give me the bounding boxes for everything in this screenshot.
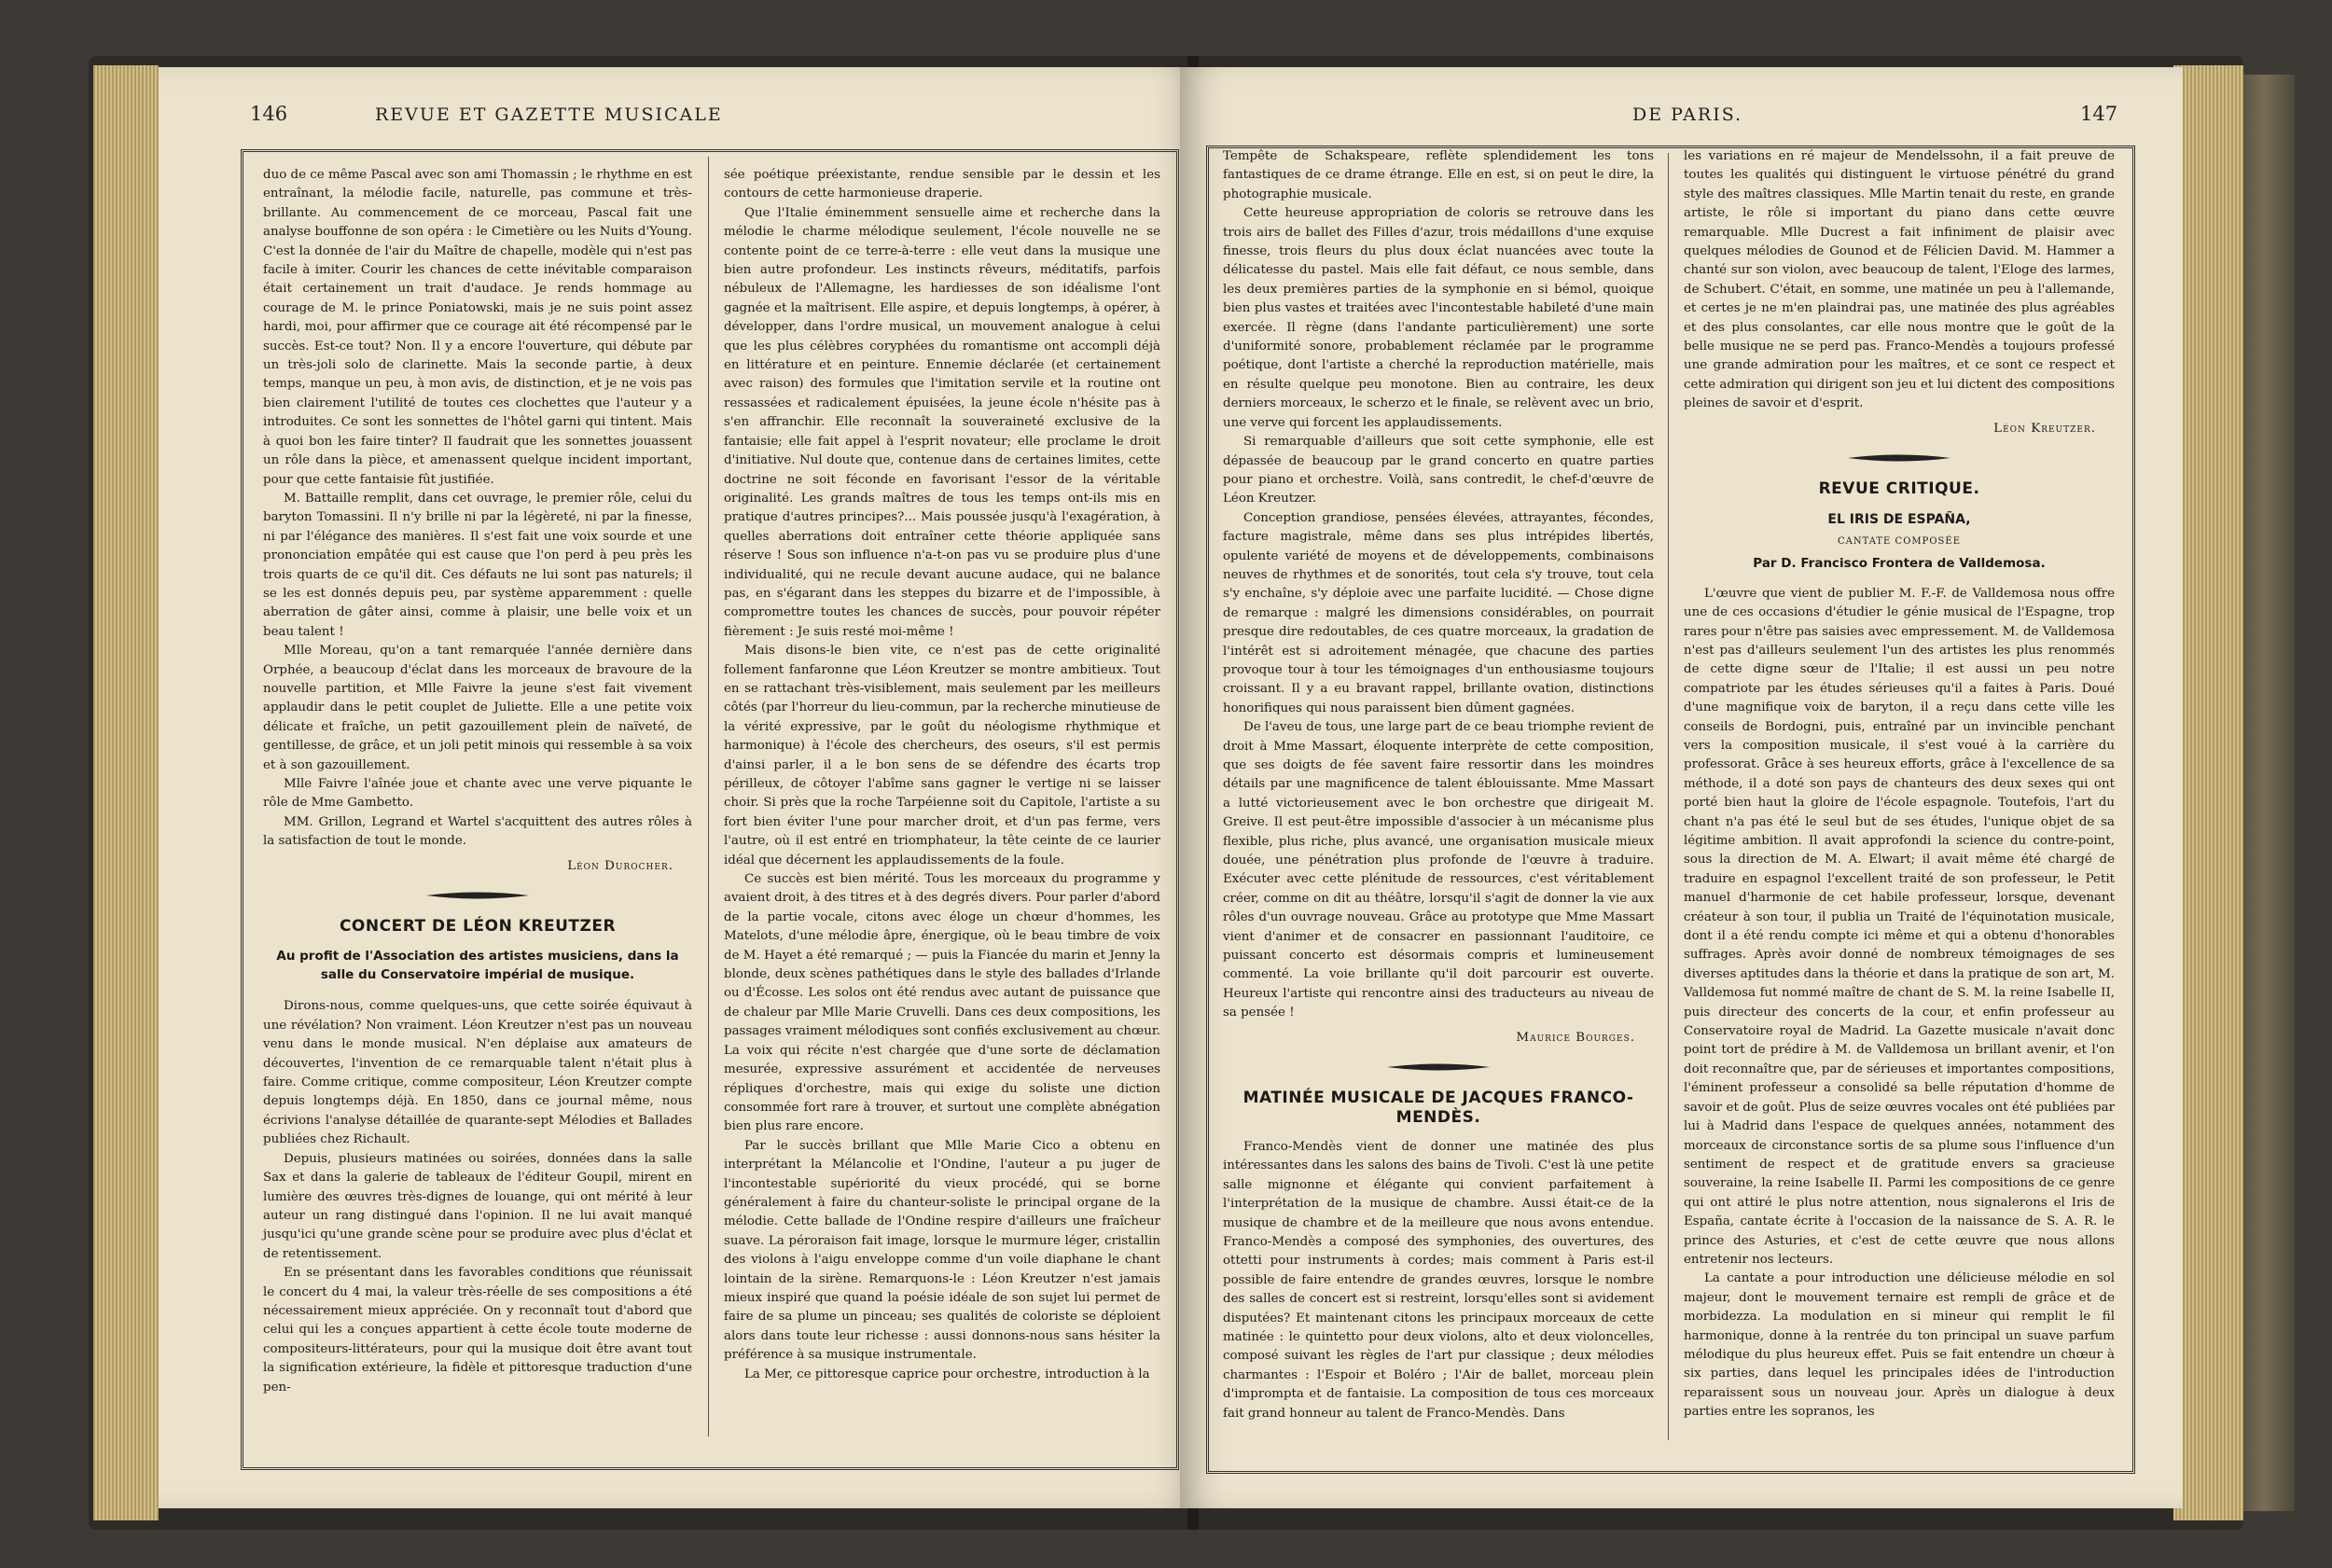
section-title: REVUE CRITIQUE. [1818, 479, 1980, 499]
right-column-2 [1684, 147, 2115, 1422]
paragraph: Depuis, plusieurs matinées ou soirées, données dans la salle Sax et dans la galerie de tableaux de l'éditeur Goupil, mirent en lumière des œuvres très-dignes de louange, qui ont mérité à leur auteur un rang distingué dans l'opinion. Il ne lui avait manqué jusqu'ici qu'une grande scène pour se produire avec plus d'éclat et de retentissement. [263, 1151, 692, 1261]
left-column-1 [263, 166, 692, 1397]
paragraph: Franco-Mendès vient de donner une matinée des plus intéressantes dans les salons des bains de Tivoli. C'est là une petite salle mignonne et élégante qui convient parfaitement à l'interprétation de la musique de chambre. Aussi était-ce de la musique de chambre et de la meilleure que nous avons entendue. Franco-Mendès a composé des symphonies, des ouvertures, des ottetti pour instruments à cordes; mais comment à Paris est-il possible de faire entendre de grandes œuvres, lorsque le nombre des salles de concert est si restreint, lorsqu'elles sont si avidement disputées? Et maintenant citons les principaux morceaux de cette matinée : le quintetto pour deux violons, alto et deux violoncelles, composé suivant les règles de l'art pur classique ; deux mélodies charmantes : l'Espoir et Boléro ; l'Air de ballet, morceau plein d'imprompta et de fantaisie. La composition de tous ces morceaux fait grand honneur au talent de Franco-Mendès. Dans [1223, 1139, 1654, 1421]
running-header: REVUE ET GAZETTE MUSICALE [375, 104, 723, 125]
paragraph: Que l'Italie éminemment sensuelle aime et recherche dans la mélodie le charme mélodique seulement, l'école nouvelle ne se contente point de ce terre-à-terre : elle veut dans la musique une bien autre profondeur. Les instincts rêveurs, méditatifs, parfois nébuleux de l'Allemagne, les hardiesses de son idéalisme l'ont gagnée et la maîtrisent. Elle aspire, et depuis longtemps, à opérer, à développer, dans l'ordre musical, un mouvement analogue à celui que les plus célèbres coryphées du romantisme ont accompli déjà en littérature et en peinture. Ennemie déclarée (et certainement avec raison) des formules que l'imitation servile et la routine ont ressassées et radicalement épuisées, la jeune école n'hésite pas à s'en affranchir. Elle reconnaît la souveraineté exclusive de la fantaisie; elle fait appel à l'esprit novateur; elle proclame le droit d'initiative. Nul doute que, contenue dans de certaines limites, cette doctrine ne soit féconde en favorisant l'essor de la véritable originalité. Les grands maîtres de tous les temps ont-ils mis en pratique d'autres principes?... Mais poussée jusqu'à l'exagération, à quelles aberrations doit entraîner cette théorie appliquée sans réserve ! Sous son influence n'a-t-on pas vu se produire plus d'une individualité, qui ne recule devant aucune audace, qui ne balance pas, en s'égarant dans les steppes du bizarre et de l'impossible, à compromettre toutes les chances de succès, pour pouvoir répéter fièrement : Je suis resté moi-même ! [724, 205, 1160, 639]
ornament-rule [1848, 453, 1950, 463]
article-title: EL IRIS DE ESPAÑA, [1827, 511, 1971, 527]
paragraph: les variations en ré majeur de Mendelssohn, il a fait preuve de toutes les qualités qui distinguent le virtuose pénétré du grand style des maîtres classiques. Mlle Martin tenait du reste, en grande artiste, le rôle si important du piano dans cette œuvre remarquable. Mlle Ducrest a fait infiniment de plaisir avec quelques mélodies de Gounod et de Félicien David. M. Hammer a chanté sur son violon, avec beaucoup de talent, l'Eloge des larmes, de Schubert. C'était, en somme, une matinée un peu à l'allemande, et certes je ne m'en plaindrai pas, une matinée des plus agréables et des plus consolantes, car elle nous montre que le goût de la belle musique ne se perd pas. Franco-Mendès a toujours professé une grande admiration pour les maîtres, et ce sont ce respect et cette admiration qui dirigent son jeu et lui dictent des compositions pleines de savoir et d'esprit. [1684, 149, 2115, 411]
paragraph: La cantate a pour introduction une délicieuse mélodie en sol majeur, dont le mouvement ternaire est rempli de grâce et de morbidezza. La modulation en si mineur qui remplit le fil harmonique, donne à la rentrée du ton principal un suave parfum mélodique du plus heureux effet. Puis se fait entendre un chœur à six parties, dans lequel les principales idées de l'introduction reparaissent sous un nouveau jour. Après un dialogue à deux parties entre les sopranos, les [1684, 1271, 2115, 1420]
paragraph: Si remarquable d'ailleurs que soit cette symphonie, elle est dépassée de beaucoup par le grand concerto en quatre parties pour piano et orchestre. Voilà, sans contredit, le chef-d'œuvre de Léon Kreutzer. [1223, 435, 1654, 506]
article-caption: CANTATE COMPOSÉE [1837, 535, 1962, 547]
column-rule [708, 157, 709, 1436]
right-page [1180, 67, 2183, 1508]
paragraph: La Mer, ce pittoresque caprice pour orchestre, introduction à la [744, 1367, 1150, 1381]
right-column-1 [1223, 147, 1654, 1423]
paragraph: De l'aveu de tous, une large part de ce beau triomphe revient de droit à Mme Massart, éloquente interprète de cette composition, que ses doigts de fée savent faire ressortir dans les moindres détails par une magnificence de talent éblouissante. Mme Massart a lutté victorieusement avec le bon orchestre que dirigeait M. Greive. Il est peut-être impossible d'associer à un mécanisme plus flexible, plus riche, plus avancé, une organisation musicale mieux douée, une pénétration plus profonde de l'œuvre à traduire. Exécuter avec cette plénitude de ressources, c'est véritablement créer, comme on dit au théâtre, lorsqu'il s'agit de donner la vie aux rôles d'un ouvrage nouveau. Grâce au prototype que Mme Massart vient d'animer et de consacrer en passionnant l'auditoire, ce puissant concerto est désormais compris et lumineusement commenté. La voie brillante qu'il doit parcourir est ouverte. Heureux l'artiste qui rencontre ainsi des traducteurs au niveau de sa pensée ! [1223, 720, 1654, 1020]
ornament-rule [1387, 1062, 1490, 1072]
paragraph: Cette heureuse appropriation de coloris se retrouve dans les trois airs de ballet des Filles d'azur, trois médaillons d'une exquise finesse, trois fleurs du plus doux éclat nuancées avec toute la délicatesse du pastel. Mais elle fait défaut, ce nous semble, dans les deux premières parties de la symphonie en si bémol, quoique bien plus vastes et traitées avec l'incontestable habileté d'une main exercée. Il règne (dans l'andante particulièrement) une sorte d'uniformité sonore, probablement réclamée par le programme poétique, dont l'artiste a cherché la reproduction matérielle, mais en résulte quelque peu monotone. Bien au contraire, les deux derniers morceaux, le scherzo et le finale, se relèvent avec un brio, une verve qui forcent les applaudissements. [1223, 206, 1654, 430]
article-author: Par D. Francisco Frontera de Valldemosa. [1753, 556, 2046, 572]
page-edges-right [2173, 65, 2243, 1520]
article-title: CONCERT DE LÉON KREUTZER [339, 917, 617, 937]
paragraph: Tempête de Schakspeare, reflète splendidement les tons fantastiques de ce drame étrange. Elle en est, si on peut le dire, la photographie musicale. [1223, 149, 1654, 201]
column-rule [1668, 153, 1669, 1440]
article-subtitle: Au profit de l'Association des artistes musiciens, dans la salle du Conservatoire impérial de musique. [276, 949, 679, 983]
signature: Maurice Bourges. [1516, 1030, 1635, 1045]
paragraph: MM. Grillon, Legrand et Wartel s'acquittent des autres rôles à la satisfaction de tout le monde. [263, 814, 692, 849]
signature: Léon Kreutzer. [1993, 421, 2096, 436]
paragraph: L'œuvre que vient de publier M. F.-F. de Valldemosa nous offre une de ces occasions d'étudier le génie musical de l'Espagne, trop rares pour n'être pas saisies avec empressement. M. de Valldemosa n'est pas d'ailleurs seulement l'un des artistes les plus renommés de cette digne sœur de l'Italie; il est aussi un peu notre compatriote par les études sérieuses qu'il a faites à Paris. Doué d'une magnifique voix de baryton, il a reçu dans cette ville les conseils de Bordogni, puis, entraîné par un invincible penchant vers la composition musicale, il s'est voué à la carrière du professorat. Grâce à ses heureux efforts, grâce à l'excellence de sa méthode, il a doté son pays de chanteurs des deux sexes qui ont porté bien haut la gloire de l'école espagnole. Toutefois, l'art du chant n'a pas été le seul but de ses études, l'unique objet de sa légitime ambition. Il avait approfondi la science du contre-point, sous la direction de M. A. Elwart; il avait même été chargé de traduire en espagnol l'excellent traité de son professeur, le Petit manuel d'harmonie de cet habile professeur, lorsque, devenant créateur à son tour, il publia un Traité de l'équinotation musicale, dont il a été rendu compte ici même et qui a obtenu d'honorables suffrages. Après avoir donné de nombreux témoignages de ses diverses aptitudes dans la théorie et dans la pratique de son art, M. Valldemosa fut nommé maître de chant de S. M. la reine Isabelle II, puis directeur des concerts de la cour, et enfin professeur au Conservatoire royal de Madrid. La Gazette musicale n'avait donc point tort de prédire à M. de Valldemosa un brillant avenir, et l'on doit reconnaître que, par de sérieuses et importantes compositions, l'éminent professeur a consolidé sa belle réputation d'homme de savoir et de goût. Plus de seize œuvres vocales ont été publiées par lui à Madrid dans l'espace de quelques années, notamment des morceaux de circonstance sortis de sa plume sous l'influence d'un sentiment de respect et de gratitude envers sa gracieuse souveraine, la reine Isabelle II. Parmi les compositions de ce genre qui ont attiré le plus notre attention, nous signalerons el Iris de España, cantate écrite à l'occasion de la naissance de S. A. R. le prince des Asturies, et c'est de cette œuvre que nous allons entretenir nos lecteurs. [1684, 586, 2115, 1267]
paragraph: Mlle Moreau, qu'on a tant remarquée l'année dernière dans Orphée, a beaucoup d'éclat dans les morceaux de bravoure de la nouvelle partition, et Mlle Faivre la jeune s'est fait vivement applaudir dans le petit couplet de Juliette. Elle a une petite voix délicate et fraîche, un petit gazouillement plein de naïveté, de gentillesse, de grâce, et un joli petit minois qui ressemble à sa voix et à son gazouillement. [263, 644, 692, 772]
page-number: 146 [250, 103, 288, 125]
paragraph: Conception grandiose, pensées élevées, attrayantes, fécondes, facture magistrale, même dans ses plus intrépides libertés, opulente variété de moyens et de développements, combinaisons neuves de rhythmes et de sonorités, tout cela s'y trouve, tout cela s'y enchaîne, s'y déploie avec une parfaite lucidité. — Chose digne de remarque : malgré les dimensions considérables, on pourrait presque dire redoutables, de ces quatre morceaux, la gradation de l'intérêt est si adroitement ménagée, que chacune des parties provoque tour à tour les témoignages d'un enthousiasme toujours croissant. Il y a eu bravant rappel, brillante ovation, distinctions honorifiques qui nous paraissent bien dûment gagnées. [1223, 510, 1654, 715]
paragraph: Dirons-nous, comme quelques-uns, que cette soirée équivaut à une révélation? Non vraiment. Léon Kreutzer n'est pas un nouveau venu dans le monde musical. N'en déplaise aux amateurs de découvertes, l'invention de ce remarquable talent n'était plus à faire. Comme critique, comme compositeur, Léon Kreutzer compte depuis longtemps déjà. En 1850, dans ce journal même, nous écrivions l'analyse détaillée de quarante-sept Mélodies et Ballades publiées chez Richault. [263, 999, 692, 1147]
signature: Léon Durocher. [567, 858, 673, 873]
paragraph: M. Battaille remplit, dans cet ouvrage, le premier rôle, celui du baryton Tomassini. Il n'y brille ni par la légèreté, ni par la finesse, ni par l'élégance des manières. Il s'est fait une voix sourde et une prononciation empâtée qui est cause que l'on perd à peu près les trois quarts de ce qu'il dit. Ces défauts ne lui sont pas naturels; il se les est donnés depuis peu, par système apparemment : quelle aberration de gâter ainsi, comme à plaisir, une belle voix et un beau talent ! [263, 491, 692, 639]
left-page [159, 67, 1199, 1508]
paragraph: duo de ce même Pascal avec son ami Thomassin ; le rhythme en est entraînant, la mélodie facile, naturelle, pas commune et très-brillante. Au commencement de ce morceau, Pascal fait une analyse bouffonne de son opéra : le Cimetière ou les Nuits d'Young. C'est la donnée de l'air du Maître de chapelle, modèle qui n'est pas facile à imiter. Courir les chances de cette inévitable comparaison était certainement un trait d'audace. Je rends hommage au courage de M. le prince Poniatowski, mais je ne suis point assez hardi, moi, pour affirmer que ce courage ait été récompensé par le succès. Est-ce tout? Non. Il y a encore l'ouverture, qui débute par un très-joli solo de clarinette. Mais la seconde partie, à deux temps, manque un peu, à mon avis, de distinction, et je ne vois pas bien clairement l'utilité de toutes ces clochettes que l'auteur y a introduites. Ce sont les sonnettes de l'hôtel garni qui tintent. Mais à quoi bon les faire tinter? Il faudrait que les sonnettes jouassent un rôle dans la pièce, et amenassent quelque incident important, pour que cette fantaisie fût justifiée. [263, 168, 692, 487]
paragraph: sée poétique préexistante, rendue sensible par le dessin et les contours de cette harmonieuse draperie. [724, 168, 1160, 201]
paragraph: Ce succès est bien mérité. Tous les morceaux du programme y avaient droit, à des titres et à des degrés divers. Pour parler d'abord de la partie vocale, citons avec éloge un chœur d'hommes, les Matelots, d'une mélodie âpre, énergique, où le beau timbre de voix de M. Hayet a été remarqué ; — puis la Fiancée du marin et Jenny la blonde, deux scènes pathétiques dans le style des ballades d'Irlande ou d'Écosse. Les solos ont été rendus avec autant de puissance que de chaleur par Mlle Marie Cruvelli. Dans ces deux compositions, les passages vraiment mélodiques sont confiés exclusivement au chœur. La voix qui récite n'est chargée que d'une sorte de déclamation mesurée, expressive assurément et accidentée de nerveuses répliques d'orchestre, mais qui exige du soliste une diction consommée fort rare à trouver, et surtout une complète abnégation bien plus rare encore. [724, 872, 1160, 1134]
running-header: DE PARIS. [1632, 104, 1743, 125]
page-number: 147 [2080, 103, 2118, 125]
paragraph: En se présentant dans les favorables conditions que réunissait le concert du 4 mai, la valeur très-réelle de ses compositions a été nécessairement mieux appréciée. On y reconnaît tout d'abord que celui qui les a conçues appartient à cette école toute moderne de compositeurs-littérateurs, pour qui la musique doit être avant tout la signification extérieure, la fidèle et pittoresque traduction d'une pen- [263, 1266, 692, 1395]
binding-spine [2243, 75, 2295, 1511]
paragraph: Par le succès brillant que Mlle Marie Cico a obtenu en interprétant la Mélancolie et l'Ondine, l'auteur a pu juger de l'incontestable supériorité du vieux procédé, qui se borne généralement à faire du chanteur-soliste le principal organe de la mélodie. Cette ballade de l'Ondine respire d'ailleurs une fraîcheur suave. La péroraison fait image, lorsque le murmure léger, cristallin des violons à l'aigu enveloppe comme d'un voile diaphane le chant lointain de la sirène. Remarquons-le : Léon Kreutzer n'est jamais mieux inspiré que quand la poésie idéale de son sujet lui permet de faire de sa plume un pinceau; ses qualités de coloriste se déploient alors dans toute leur richesse : aussi donnons-nous sans hésiter la préférence à sa musique instrumentale. [724, 1138, 1160, 1363]
paragraph: Mlle Faivre l'aînée joue et chante avec une verve piquante le rôle de Mme Gambetto. [263, 777, 692, 811]
left-column-2 [724, 166, 1160, 1384]
paragraph: Mais disons-le bien vite, ce n'est pas de cette originalité follement fanfaronne que Léon Kreutzer se montre ambitieux. Tout en se rattachant très-visiblement, mais seulement par les meilleurs côtés (par l'horreur du lieu-commun, par la recherche minutieuse de la vérité expressive, par le goût du néologisme rhythmique et harmonique) à l'école des chercheurs, des oseurs, s'il est permis d'ainsi parler, il a le bon sens de se défendre des écarts trop périlleux, de côtoyer l'abîme sans gagner le vertige ni se laisser choir. Si près que la roche Tarpéienne soit du Capitole, l'artiste a su fort bien éviter l'une pour marcher droit, et d'un pas ferme, vers l'autre, où il est entré en triomphateur, la tête ceinte de ce laurier idéal que décernent les applaudissements de la foule. [724, 644, 1160, 867]
page-edges-left [93, 65, 159, 1520]
article-title: MATINÉE MUSICALE DE JACQUES FRANCO-MENDÈS. [1242, 1089, 1634, 1127]
ornament-rule [426, 891, 529, 900]
